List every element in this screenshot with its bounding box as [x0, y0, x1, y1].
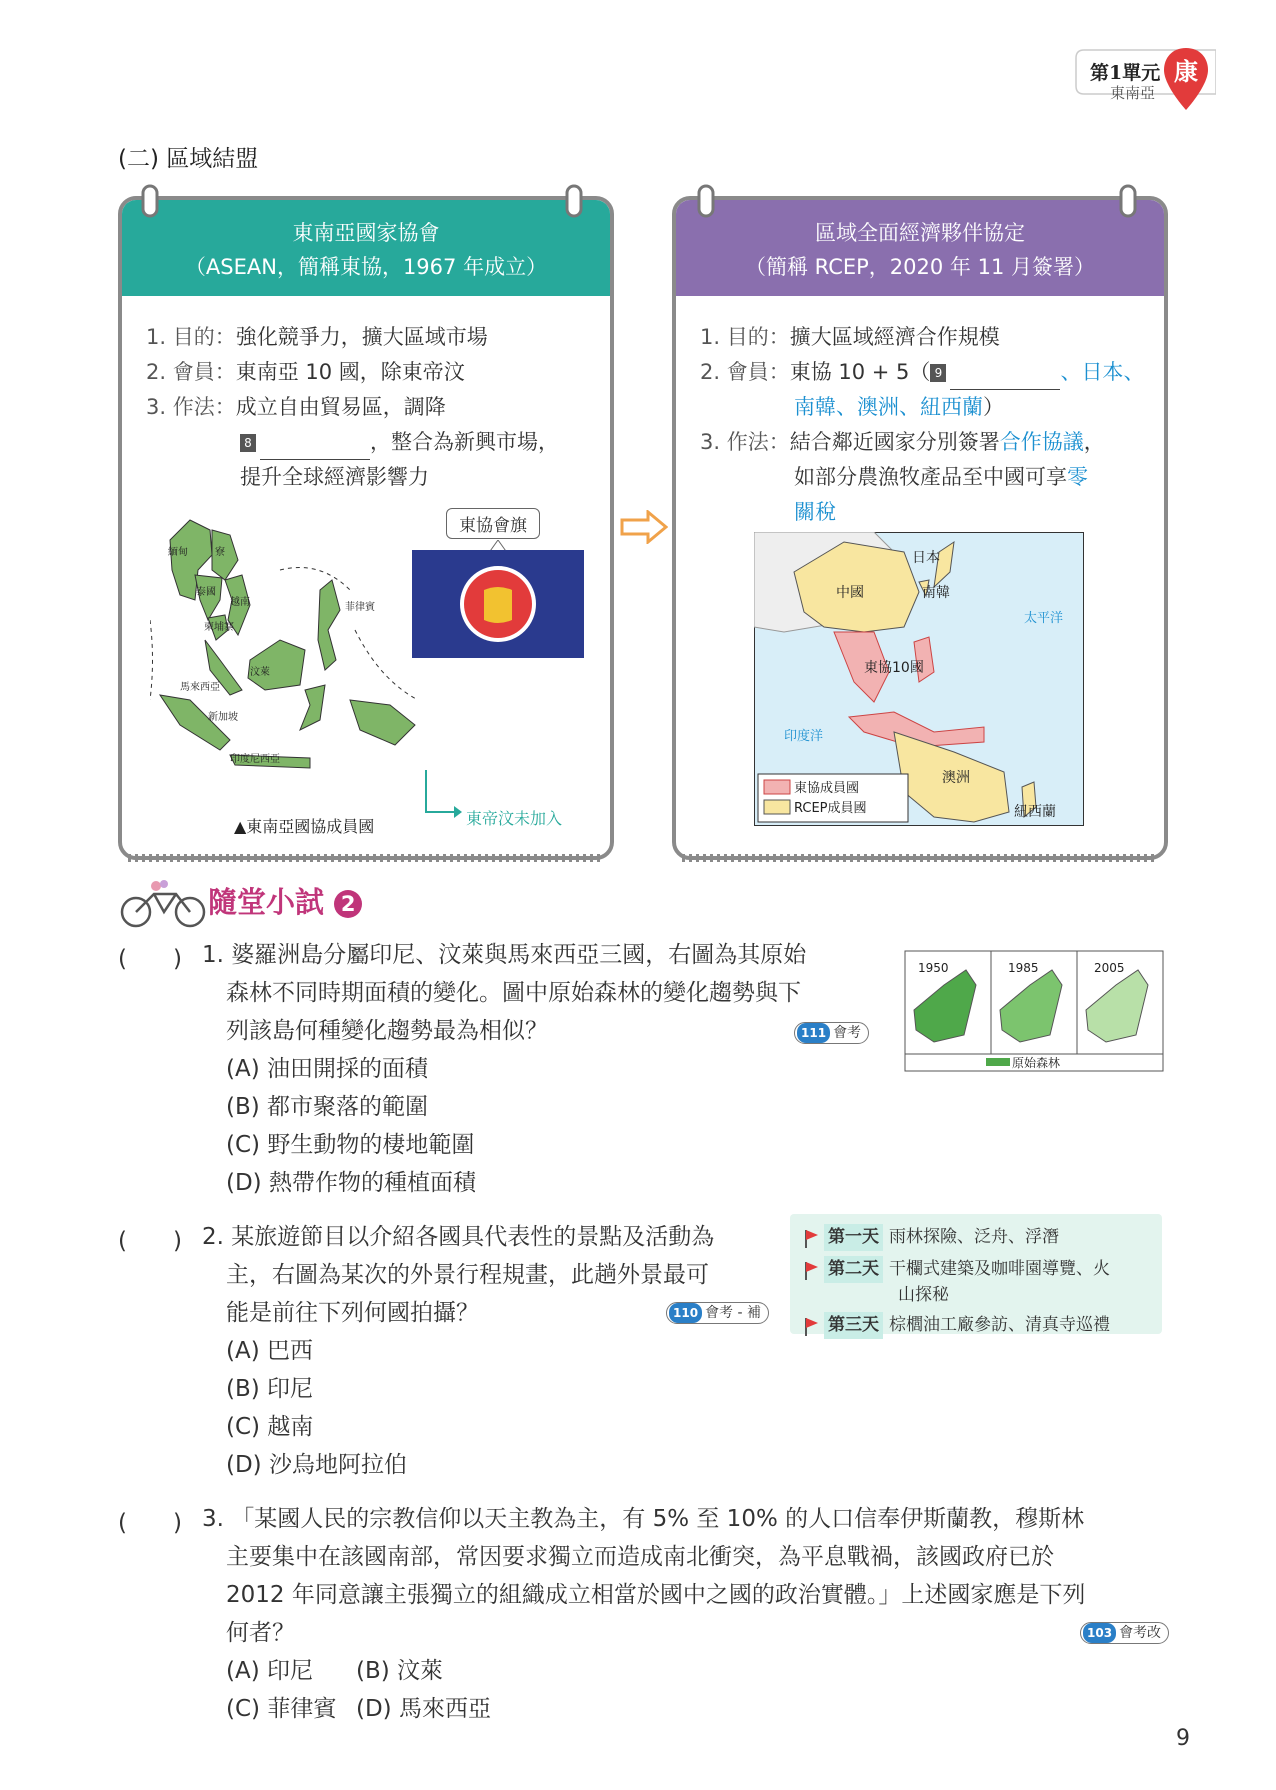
q2-source-tag: [666, 1302, 769, 1324]
rcep-sep-b: 、: [899, 395, 920, 419]
rcep-legend-rcep: RCEP成員國: [794, 801, 867, 816]
map-label-brunei: 汶萊: [250, 667, 270, 678]
quiz-title: [208, 880, 362, 921]
q1-option-a[interactable]: (A) 油田開採的面積: [226, 1056, 428, 1082]
q1-option-b[interactable]: (B) 都市聚落的範圍: [226, 1094, 429, 1120]
q3-tag-year: 103: [1083, 1623, 1116, 1643]
rcep-line3c: 如部分農漁牧產品至中國可享: [794, 465, 1067, 489]
q1-num: 1.: [202, 942, 224, 968]
clip-icon: [140, 184, 160, 220]
rcep-sep-a: 、: [836, 395, 857, 419]
q2-option-d[interactable]: (D) 沙烏地阿拉伯: [226, 1452, 407, 1478]
rcep-sep: 、: [1060, 360, 1082, 384]
day1-label: 第一天: [824, 1224, 883, 1251]
q2-line1: 某旅遊節目以介紹各國具代表性的景點及活動為: [231, 1224, 715, 1250]
q2-line3: 能是前往下列何國拍攝？: [226, 1300, 479, 1326]
rcep-line3-num: 3. 作法：: [700, 430, 790, 454]
day3-text: 棕櫚油工廠參訪、清真寺巡禮: [889, 1315, 1110, 1335]
asean-text: [146, 320, 586, 495]
q3-tag-text: 會考改: [1119, 1625, 1162, 1641]
flag-marker-icon: [802, 1260, 820, 1282]
q3-line4: 何者？: [226, 1620, 295, 1646]
q2-text: [202, 1218, 714, 1256]
q2-num: 2.: [202, 1224, 224, 1250]
rcep-line3a: 結合鄰近國家分別簽署: [789, 430, 1000, 454]
quiz-title-text: 隨堂小試: [208, 885, 325, 919]
rcep-australia: 澳洲: [857, 395, 899, 419]
board-stitch: [682, 854, 1158, 862]
rcep-legend-asean: 東協成員國: [794, 781, 860, 796]
pin-char: 康: [1174, 58, 1198, 86]
asean-line2: 東南亞 10 國，除東帝汶: [235, 360, 465, 384]
unit-region: 東南亞: [1110, 84, 1156, 102]
rcep-zero-a: 零: [1067, 465, 1088, 489]
answer-paren-q2[interactable]: ( ): [118, 1228, 182, 1254]
board-stitch: [128, 854, 604, 862]
q1-option-c[interactable]: (C) 野生動物的棲地範圍: [226, 1132, 475, 1158]
clip-icon: [564, 184, 584, 220]
asean-title: 東南亞國家協會: [292, 221, 440, 245]
q2-tag-text: 會考 - 補: [705, 1305, 762, 1321]
q2-line2: 主，右圖為某次的外景行程規畫，此趟外景最可: [226, 1262, 709, 1288]
map-label-vietnam: 越南: [230, 597, 250, 608]
map-label-malaysia: 馬來西亞: [180, 682, 220, 693]
q1-option-d[interactable]: (D) 熱帶作物的種植面積: [226, 1170, 476, 1196]
map-label-singapore: 新加坡: [208, 712, 238, 723]
rcep-subtitle: （簡稱 RCEP，2020 年 11 月簽署）: [744, 255, 1095, 279]
q1-line2: 森林不同時期面積的變化。圖中原始森林的變化趨勢與下: [226, 980, 801, 1006]
day3-label: 第三天: [824, 1312, 883, 1339]
q2-option-c[interactable]: (C) 越南: [226, 1414, 314, 1440]
section-title: (二) 區域結盟: [118, 146, 259, 172]
rcep-line3b: ，: [1083, 430, 1105, 454]
answer-blank-9[interactable]: [950, 367, 1060, 390]
asean-line2-num: 2. 會員：: [146, 360, 236, 384]
q3-option-d[interactable]: (D) 馬來西亞: [356, 1696, 491, 1722]
clip-icon: [696, 184, 716, 220]
itinerary-day2: [824, 1256, 1110, 1283]
q1-text: [202, 936, 892, 974]
q3-line3: 2012 年同意讓主張獨立的組織成立相當於國中之國的政治實體。」上述國家應是下列: [226, 1582, 1086, 1608]
bicycle-icon: [118, 876, 210, 928]
rcep-map-pacific: 太平洋: [1024, 611, 1064, 626]
rcep-board-header: [676, 200, 1164, 296]
rcep-line2a: 東協 10 + 5（: [789, 360, 931, 384]
forest-year-2005: 2005: [1094, 961, 1125, 975]
asean-line3: 成立自由貿易區，調降: [235, 395, 446, 419]
asean-line1: 強化競爭力，擴大區域市場: [235, 325, 488, 349]
rcep-map-australia: 澳洲: [942, 770, 970, 786]
asean-map: [150, 500, 420, 810]
asean-map-caption: ▲東南亞國協成員國: [234, 817, 375, 836]
rcep-japan: 日本: [1081, 360, 1124, 384]
rcep-map-japan: 日本: [912, 550, 940, 566]
rcep-text: [700, 320, 1150, 530]
map-pin-icon: [1158, 44, 1214, 114]
q1-line1: 婆羅洲島分屬印尼、汶萊與馬來西亞三國，右圖為其原始: [231, 942, 807, 968]
q3-option-a[interactable]: (A) 印尼: [226, 1658, 313, 1684]
day2-text2: 山探秘: [898, 1285, 949, 1305]
unit-title: 第1單元: [1090, 62, 1161, 84]
rcep-map-china: 中國: [836, 585, 864, 601]
blank-number-8: 8: [240, 434, 256, 452]
rcep-map-nz: 紐西蘭: [1014, 804, 1056, 820]
page-number: 9: [1176, 1726, 1190, 1751]
itinerary-day1: [824, 1224, 1059, 1251]
asean-line3b: ，整合為新興市場，: [370, 430, 559, 454]
rcep-korea: 南韓: [794, 395, 836, 419]
borneo-forest-figure: [904, 950, 1164, 1072]
forest-year-1950: 1950: [918, 961, 949, 975]
asean-flag: [412, 540, 584, 658]
quiz-number: 2: [334, 890, 362, 918]
q1-source-tag: [794, 1022, 869, 1044]
flag-marker-icon: [802, 1228, 820, 1250]
rcep-sep2: 、: [1123, 360, 1145, 384]
day2-label: 第二天: [824, 1256, 883, 1283]
q3-option-b[interactable]: (B) 汶萊: [356, 1658, 444, 1684]
forest-legend: 原始森林: [1012, 1056, 1061, 1070]
note-arrow-icon: [424, 768, 464, 824]
forest-year-1985: 1985: [1008, 961, 1039, 975]
rcep-zero-b: 關稅: [794, 500, 836, 524]
itinerary-day3: [824, 1312, 1110, 1339]
map-label-philippines: 菲律賓: [345, 602, 375, 613]
rcep-map-asean10: 東協10國: [864, 660, 924, 676]
rcep-map-indian: 印度洋: [784, 729, 824, 744]
asean-line3c: 提升全球經濟影響力: [240, 465, 429, 489]
asean-board-header: [122, 200, 610, 296]
q2-option-b[interactable]: (B) 印尼: [226, 1376, 314, 1402]
map-label-myanmar: 緬甸: [168, 547, 188, 558]
rcep-map-korea: 南韓: [922, 585, 950, 601]
q3-line2: 主要集中在該國南部，常因要求獨立而造成南北衝突，為平息戰禍，該國政府已於: [226, 1544, 1054, 1570]
rcep-title: 區域全面經濟夥伴協定: [815, 221, 1025, 245]
flag-label: 東協會旗: [446, 508, 540, 539]
answer-paren-q3[interactable]: ( ): [118, 1510, 182, 1536]
answer-blank-8[interactable]: [260, 437, 370, 460]
rcep-nz: 紐西蘭: [920, 395, 983, 419]
rcep-line2-num: 2. 會員：: [700, 360, 790, 384]
clip-icon: [1118, 184, 1138, 220]
rcep-line1-num: 1. 目的：: [700, 325, 790, 349]
q3-option-c[interactable]: (C) 菲律賓: [226, 1696, 337, 1722]
q3-text: [202, 1500, 1182, 1538]
q1-tag-text: 會考: [833, 1025, 862, 1041]
asean-subtitle: （ASEAN，簡稱東協，1967 年成立）: [184, 255, 548, 279]
day2-text: 干欄式建築及咖啡園導覽、火: [889, 1259, 1110, 1279]
q1-line3: 列該島何種變化趨勢最為相似？: [226, 1018, 548, 1044]
asean-line3-num: 3. 作法：: [146, 395, 236, 419]
map-label-thailand: 泰國: [196, 587, 216, 598]
q3-num: 3.: [202, 1506, 224, 1532]
day1-text: 雨林探險、泛舟、浮潛: [889, 1227, 1059, 1247]
rcep-coop: 合作協議: [999, 430, 1084, 454]
q1-tag-year: 111: [797, 1023, 830, 1043]
map-label-laos: 寮: [215, 547, 225, 558]
rcep-map: [754, 532, 1084, 826]
q2-option-a[interactable]: (A) 巴西: [226, 1338, 313, 1364]
asean-map-note: 東帝汶未加入: [466, 809, 563, 828]
blank-number-9: 9: [930, 364, 946, 382]
q2-tag-year: 110: [669, 1303, 702, 1323]
rcep-line1: 擴大區域經濟合作規模: [789, 325, 1000, 349]
asean-line1-num: 1. 目的：: [146, 325, 236, 349]
q3-line1: 「某國人民的宗教信仰以天主教為主，有 5% 至 10% 的人口信奉伊斯蘭教，穆斯林: [231, 1506, 1085, 1532]
map-label-cambodia: 柬埔寨: [204, 622, 234, 633]
flag-marker-icon: [802, 1316, 820, 1338]
right-arrow-icon: [620, 510, 668, 544]
map-label-indonesia: 印度尼西亞: [230, 754, 280, 765]
q3-source-tag: [1080, 1622, 1169, 1644]
answer-paren-q1[interactable]: ( ): [118, 946, 182, 972]
rcep-close: ）: [983, 395, 1004, 419]
